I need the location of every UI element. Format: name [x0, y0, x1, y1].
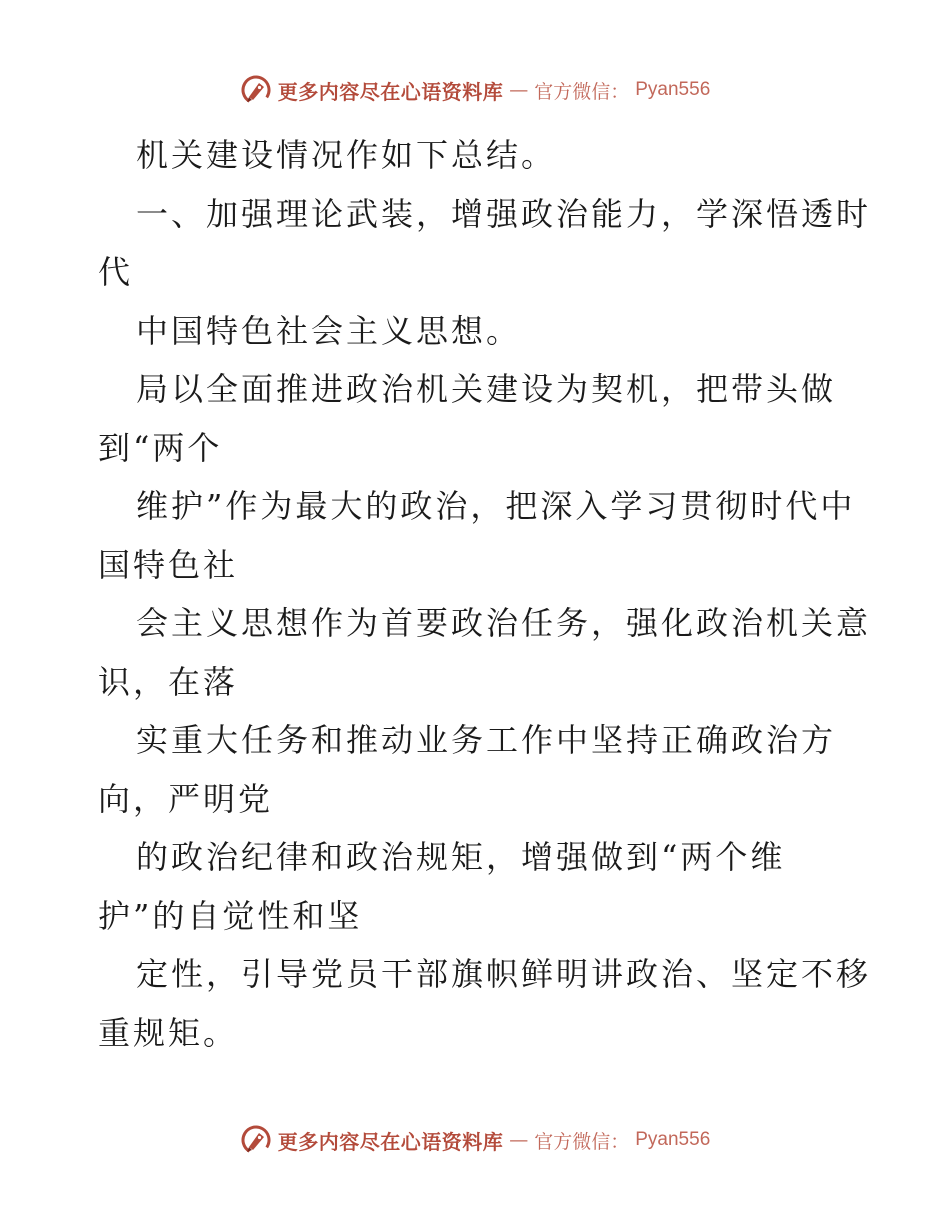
body-line: 向，严明党 [98, 779, 274, 818]
body-line: 的政治纪律和政治规矩，增强做到“两个维 [136, 838, 786, 876]
watermark-footer [0, 1120, 950, 1160]
body-line: 重规矩。 [98, 1013, 239, 1052]
pen-nib-logo-icon [240, 74, 272, 106]
watermark-wechat-label: 官方微信： [534, 80, 630, 103]
body-line: 国特色社 [98, 545, 239, 584]
body-line: 会主义思想作为首要政治任务，强化政治机关意 [136, 604, 872, 642]
watermark-separator: — [509, 1129, 529, 1151]
watermark-separator: — [509, 79, 529, 101]
body-line: 识，在落 [98, 662, 239, 701]
watermark-wechat-id: Pyan556 [635, 1129, 711, 1150]
watermark-brand: 更多内容尽在心语资料库 [277, 79, 504, 104]
body-line: 局以全面推进政治机关建设为契机，把带头做 [136, 370, 837, 408]
body-line: 一、加强理论武装，增强政治能力，学深悟透时 [136, 194, 872, 233]
pen-nib-logo-icon [240, 1124, 272, 1156]
document-body [98, 126, 872, 1062]
watermark-wechat-label: 官方微信： [534, 1130, 630, 1153]
body-line: 实重大任务和推动业务工作中坚持正确政治方 [136, 721, 837, 759]
watermark-header [0, 70, 950, 110]
body-line: 维护”作为最大的政治，把深入学习贯彻时代中 [136, 487, 856, 525]
body-line: 到“两个 [98, 428, 223, 467]
body-line: 机关建设情况作如下总结。 [136, 136, 557, 174]
watermark-brand: 更多内容尽在心语资料库 [277, 1129, 504, 1154]
watermark-wechat-id: Pyan556 [635, 79, 711, 100]
body-line: 代 [98, 253, 134, 291]
body-line: 定性，引导党员干部旗帜鲜明讲政治、坚定不移 [136, 955, 872, 993]
body-line: 护”的自觉性和坚 [98, 896, 363, 935]
body-line: 中国特色社会主义思想。 [136, 311, 522, 350]
